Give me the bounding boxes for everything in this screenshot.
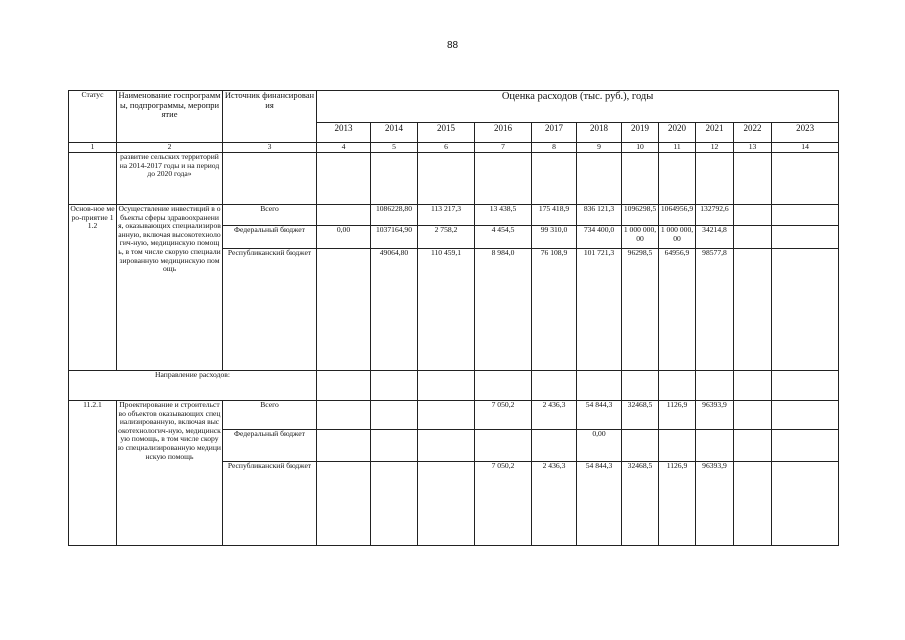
empty-cell	[734, 371, 772, 401]
header-status: Статус	[69, 91, 117, 143]
source-label: Всего	[223, 401, 317, 430]
value-cell: 734 400,0	[577, 226, 622, 249]
value-cell: 175 418,9	[532, 205, 577, 226]
value-cell: 96298,5	[622, 249, 659, 371]
empty-cell	[622, 371, 659, 401]
value-cell: 1064956,9	[659, 205, 696, 226]
value-cell: 1126,9	[659, 462, 696, 546]
col-number: 2	[117, 143, 223, 153]
value-cell	[418, 462, 475, 546]
value-cell	[371, 430, 418, 462]
empty-cell	[659, 371, 696, 401]
col-number: 1	[69, 143, 117, 153]
item-status: 11.2.1	[69, 401, 117, 546]
col-number: 14	[772, 143, 839, 153]
value-cell	[734, 401, 772, 430]
value-cell	[772, 249, 839, 371]
value-cell	[734, 430, 772, 462]
value-cell: 32468,5	[622, 462, 659, 546]
empty-cell	[532, 153, 577, 205]
empty-cell	[734, 153, 772, 205]
value-cell	[659, 430, 696, 462]
col-number: 4	[317, 143, 371, 153]
year-2015: 2015	[418, 123, 475, 143]
source-label: Всего	[223, 205, 317, 226]
year-2020: 2020	[659, 123, 696, 143]
year-2016: 2016	[475, 123, 532, 143]
value-cell: 34214,8	[696, 226, 734, 249]
year-2022: 2022	[734, 123, 772, 143]
direction-label: Направление расходов:	[69, 371, 317, 401]
header-estimate: Оценка расходов (тыс. руб.), годы	[317, 91, 839, 123]
value-cell	[772, 401, 839, 430]
value-cell: 76 108,9	[532, 249, 577, 371]
source-label: Федеральный бюджет	[223, 430, 317, 462]
empty-cell	[418, 371, 475, 401]
value-cell	[475, 430, 532, 462]
value-cell: 64956,9	[659, 249, 696, 371]
year-2019: 2019	[622, 123, 659, 143]
value-cell: 0,00	[317, 226, 371, 249]
col-number: 7	[475, 143, 532, 153]
col-number: 5	[371, 143, 418, 153]
col-number: 12	[696, 143, 734, 153]
value-cell: 101 721,3	[577, 249, 622, 371]
empty-cell	[418, 153, 475, 205]
value-cell: 96393,9	[696, 462, 734, 546]
year-2018: 2018	[577, 123, 622, 143]
value-cell: 13 438,5	[475, 205, 532, 226]
value-cell	[734, 205, 772, 226]
continuation-text: развитие сельских территорий на 2014-2017 годы и на период до 2020 года»	[117, 153, 223, 205]
value-cell	[418, 430, 475, 462]
empty-cell	[223, 153, 317, 205]
value-cell: 54 844,3	[577, 462, 622, 546]
col-number: 13	[734, 143, 772, 153]
value-cell: 1 000 000,00	[622, 226, 659, 249]
value-cell: 98577,8	[696, 249, 734, 371]
value-cell	[734, 226, 772, 249]
value-cell: 49064,80	[371, 249, 418, 371]
value-cell	[317, 401, 371, 430]
col-number: 8	[532, 143, 577, 153]
empty-cell	[317, 371, 371, 401]
empty-cell	[69, 153, 117, 205]
year-2013: 2013	[317, 123, 371, 143]
value-cell	[371, 401, 418, 430]
source-label: Республиканский бюджет	[223, 249, 317, 371]
value-cell: 8 984,0	[475, 249, 532, 371]
value-cell: 2 436,3	[532, 401, 577, 430]
empty-cell	[577, 153, 622, 205]
value-cell: 2 758,2	[418, 226, 475, 249]
value-cell: 96393,9	[696, 401, 734, 430]
value-cell: 113 217,3	[418, 205, 475, 226]
value-cell	[734, 249, 772, 371]
value-cell	[772, 205, 839, 226]
empty-cell	[696, 371, 734, 401]
header-name: Наименование госпрограммы, подпрограммы, мероприятие	[117, 91, 223, 143]
value-cell	[317, 249, 371, 371]
col-number: 9	[577, 143, 622, 153]
year-2014: 2014	[371, 123, 418, 143]
item-row-total	[69, 401, 839, 430]
value-cell: 7 050,2	[475, 462, 532, 546]
value-cell	[317, 462, 371, 546]
measure-name: Осуществление инвестиций в объекты сферы здравоохранения, оказывающих специализированную, включая высокотехнологич-ную, медицинскую помощь, в том числе скорую специализированную медицинскую помощь	[117, 205, 223, 371]
value-cell	[772, 226, 839, 249]
value-cell: 1037164,90	[371, 226, 418, 249]
value-cell: 1126,9	[659, 401, 696, 430]
empty-cell	[475, 153, 532, 205]
value-cell: 0,00	[577, 430, 622, 462]
value-cell: 110 459,1	[418, 249, 475, 371]
value-cell: 836 121,3	[577, 205, 622, 226]
item-name: Проектирование и строительство объектов оказывающих специализированную, включая высокотехнологич-ную, медицинскую помощь, в том числе скорую специализированную медицинскую помощь	[117, 401, 223, 546]
value-cell: 32468,5	[622, 401, 659, 430]
value-cell	[317, 205, 371, 226]
col-number: 10	[622, 143, 659, 153]
source-label: Республиканский бюджет	[223, 462, 317, 546]
header-source: Источник финансирования	[223, 91, 317, 143]
empty-cell	[371, 153, 418, 205]
page-number: 88	[446, 40, 459, 51]
value-cell: 132792,6	[696, 205, 734, 226]
value-cell	[772, 462, 839, 546]
year-2023: 2023	[772, 123, 839, 143]
value-cell: 4 454,5	[475, 226, 532, 249]
source-label: Федеральный бюджет	[223, 226, 317, 249]
value-cell: 99 310,0	[532, 226, 577, 249]
empty-cell	[371, 371, 418, 401]
value-cell	[371, 462, 418, 546]
value-cell	[317, 430, 371, 462]
value-cell	[696, 430, 734, 462]
col-number: 3	[223, 143, 317, 153]
empty-cell	[577, 371, 622, 401]
empty-cell	[622, 153, 659, 205]
col-number: 6	[418, 143, 475, 153]
value-cell: 54 844,3	[577, 401, 622, 430]
empty-cell	[772, 153, 839, 205]
empty-cell	[696, 153, 734, 205]
value-cell: 1 000 000,00	[659, 226, 696, 249]
measure-status: Основ-ное меро-приятие 11.2	[69, 205, 117, 371]
value-cell	[418, 401, 475, 430]
empty-cell	[475, 371, 532, 401]
value-cell	[734, 462, 772, 546]
value-cell: 2 436,3	[532, 462, 577, 546]
year-2021: 2021	[696, 123, 734, 143]
value-cell	[772, 430, 839, 462]
value-cell: 7 050,2	[475, 401, 532, 430]
measure-row-total	[69, 205, 839, 226]
empty-cell	[659, 153, 696, 205]
empty-cell	[317, 153, 371, 205]
value-cell	[622, 430, 659, 462]
empty-cell	[772, 371, 839, 401]
expenditure-table	[68, 90, 839, 546]
value-cell	[532, 430, 577, 462]
empty-cell	[532, 371, 577, 401]
col-number: 11	[659, 143, 696, 153]
value-cell: 1086228,80	[371, 205, 418, 226]
value-cell: 1096298,5	[622, 205, 659, 226]
year-2017: 2017	[532, 123, 577, 143]
